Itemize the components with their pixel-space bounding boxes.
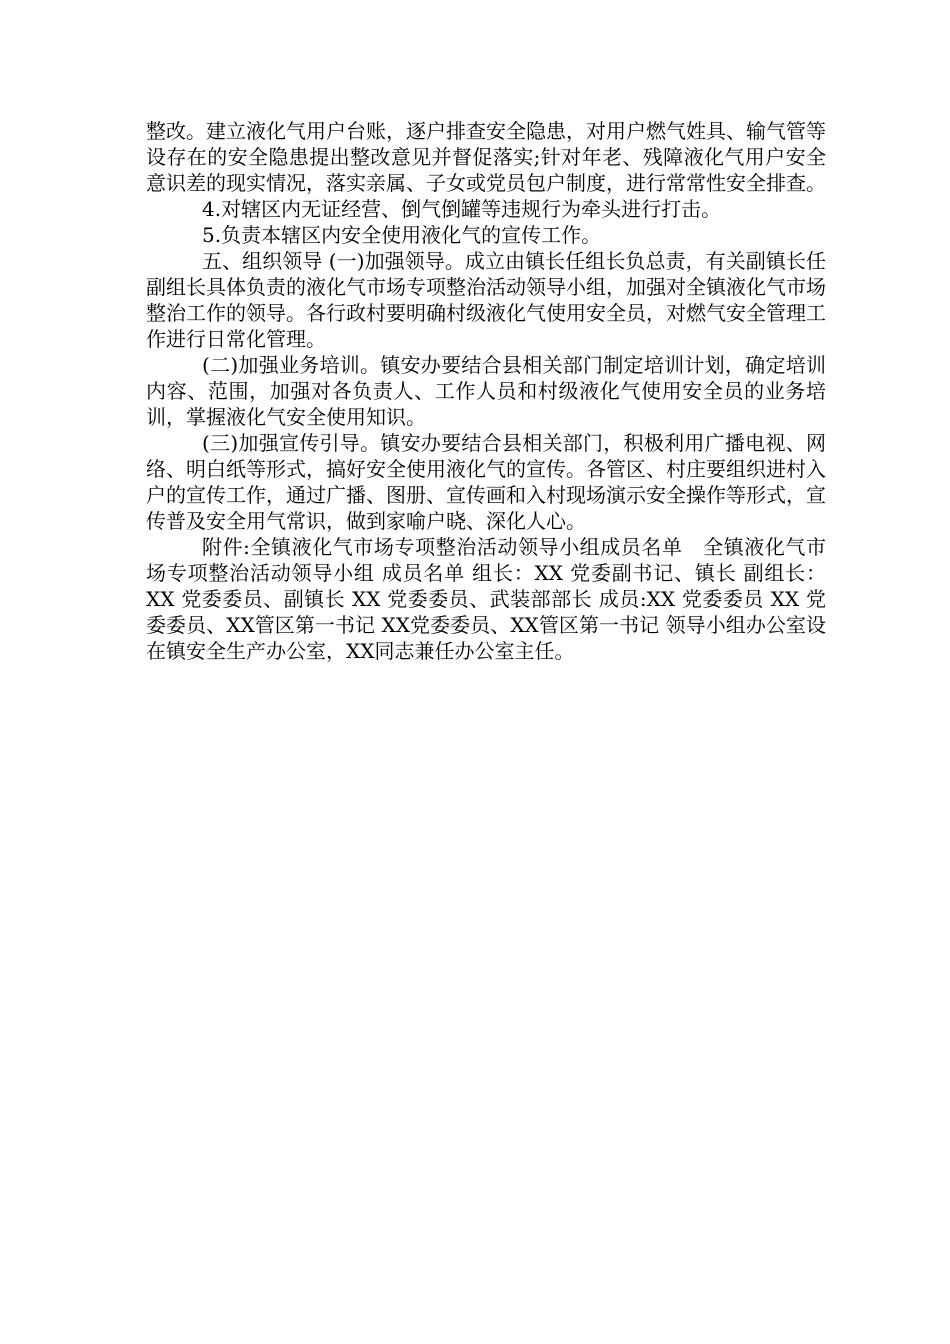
paragraph-training: (二)加强业务培训。镇安办要结合县相关部门制定培训计划，确定培训内容、范围，加强对各负责人、工作人员和村级液化气使用安全员的业务培训，掌握液化气安全使用知识。 xyxy=(146,353,826,429)
paragraph-item-5: 5.负责本辖区内安全使用液化气的宣传工作。 xyxy=(202,223,602,247)
paragraph-item-4: 4.对辖区内无证经营、倒气倒罐等违规行为牵头进行打击。 xyxy=(202,197,722,221)
paragraph-publicity: (三)加强宣传引导。镇安办要结合县相关部门，积极利用广播电视、网络、明白纸等形式，搞好安全使用液化气的宣传。各管区、村庄要组织进村入户的宣传工作，通过广播、图册、宣传画和入村现场演示安全操作等形式，宣传普及安全用气常识，做到家喻户晓、深化人心。 xyxy=(146,431,826,533)
paragraph-attachment: 附件:全镇液化气市场专项整治活动领导小组成员名单 全镇液化气市场专项整治活动领导小组 成员名单 组长：XX 党委副书记、镇长 副组长：XX 党委委员、副镇长 XX 党委委员、武装部部长 成员:XX 党委委员 XX 党委委员、XX管区第一书记 XX党委委员、XX管区第一书记 领导小组办公室设在镇安全生产办公室，XX同志兼任办公室主任。 xyxy=(146,535,826,663)
document-body xyxy=(146,118,826,664)
paragraph-organization-leadership: 五、组织领导 (一)加强领导。成立由镇长任组长负总责，有关副镇长任副组长具体负责的液化气市场专项整治活动领导小组，加强对全镇液化气市场整治工作的领导。各行政村要明确村级液化气使用安全员，对燃气安全管理工作进行日常化管理。 xyxy=(146,249,826,351)
paragraph-rectification: 整改。建立液化气用户台账，逐户排查安全隐患，对用户燃气姓具、输气管等设存在的安全隐患提出整改意见并督促落实;针对年老、残障液化气用户安全意识差的现实情况，落实亲属、子女或党员包户制度，进行常常性安全排查。 xyxy=(146,119,826,195)
